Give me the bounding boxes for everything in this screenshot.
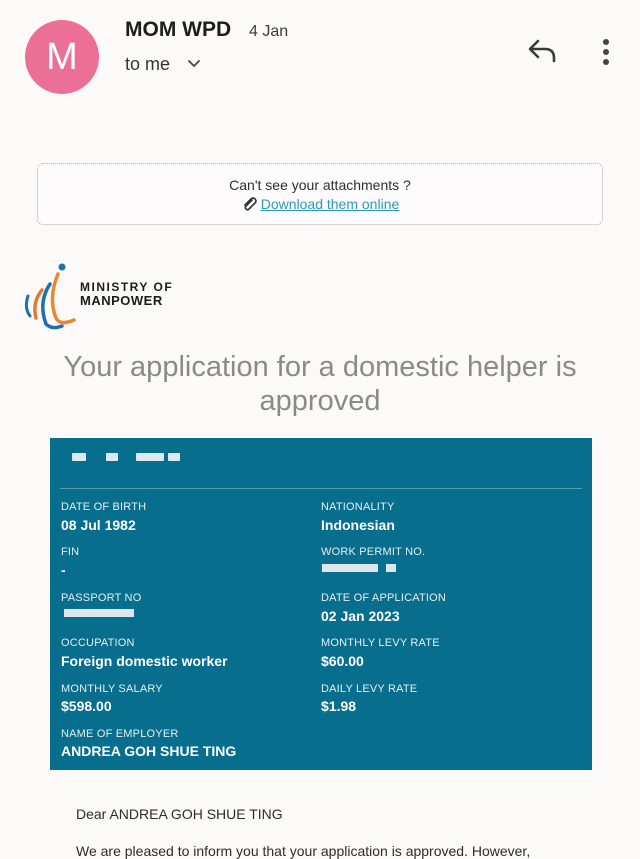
application-details-card (50, 438, 592, 770)
application-date-label: DATE OF APPLICATION (321, 592, 447, 604)
daily-levy-label: DAILY LEVY RATE (321, 683, 418, 695)
work-permit-redacted (386, 564, 396, 572)
monthly-levy-value: $60.00 (321, 653, 364, 669)
chevron-down-icon[interactable] (186, 56, 202, 72)
card-divider (60, 488, 582, 489)
fin-value: - (61, 562, 66, 578)
monthly-levy-label: MONTHLY LEVY RATE (321, 637, 440, 649)
daily-levy-value: $1.98 (321, 698, 357, 714)
sender-avatar[interactable]: M (25, 20, 99, 94)
recipient-label[interactable]: to me (125, 54, 171, 74)
nationality-label: NATIONALITY (321, 501, 395, 513)
application-date-value: 02 Jan 2023 (321, 608, 400, 624)
work-permit-label: WORK PERMIT NO. (321, 546, 426, 558)
employer-label: NAME OF EMPLOYER (61, 728, 179, 740)
work-permit-redacted (322, 564, 378, 572)
email-date: 4 Jan (249, 23, 289, 40)
mom-logo-icon (22, 260, 82, 332)
passport-label: PASSPORT NO (61, 592, 142, 604)
helper-name-redacted (72, 450, 182, 464)
occupation-label: OCCUPATION (61, 637, 135, 649)
monthly-salary-label: MONTHLY SALARY (61, 683, 163, 695)
fin-label: FIN (61, 546, 80, 558)
more-vertical-icon[interactable] (600, 38, 612, 66)
greeting: Dear ANDREA GOH SHUE TING (76, 806, 283, 822)
nationality-value: Indonesian (321, 517, 395, 533)
employer-value: ANDREA GOH SHUE TING (61, 743, 237, 759)
attachment-link-row (38, 196, 602, 212)
reply-icon[interactable] (527, 38, 557, 64)
page-title: Your application for a domestic helper is approved (63, 351, 577, 417)
paperclip-icon (241, 196, 257, 212)
logo-line-1: MINISTRY OF (80, 280, 174, 294)
passport-redacted (64, 609, 134, 617)
sender-name: MOM WPD (125, 18, 232, 41)
email-header (0, 0, 640, 120)
attachment-question: Can't see your attachments ? (229, 177, 411, 193)
occupation-value: Foreign domestic worker (61, 653, 228, 669)
body-paragraph: We are pleased to inform you that your application is approved. However, (76, 843, 531, 859)
attachment-notice (37, 163, 603, 225)
dob-label: DATE OF BIRTH (61, 501, 147, 513)
monthly-salary-value: $598.00 (61, 698, 112, 714)
logo-line-2: MANPOWER (80, 293, 163, 308)
dob-value: 08 Jul 1982 (61, 517, 136, 533)
download-online-link[interactable]: Download them online (260, 196, 400, 212)
